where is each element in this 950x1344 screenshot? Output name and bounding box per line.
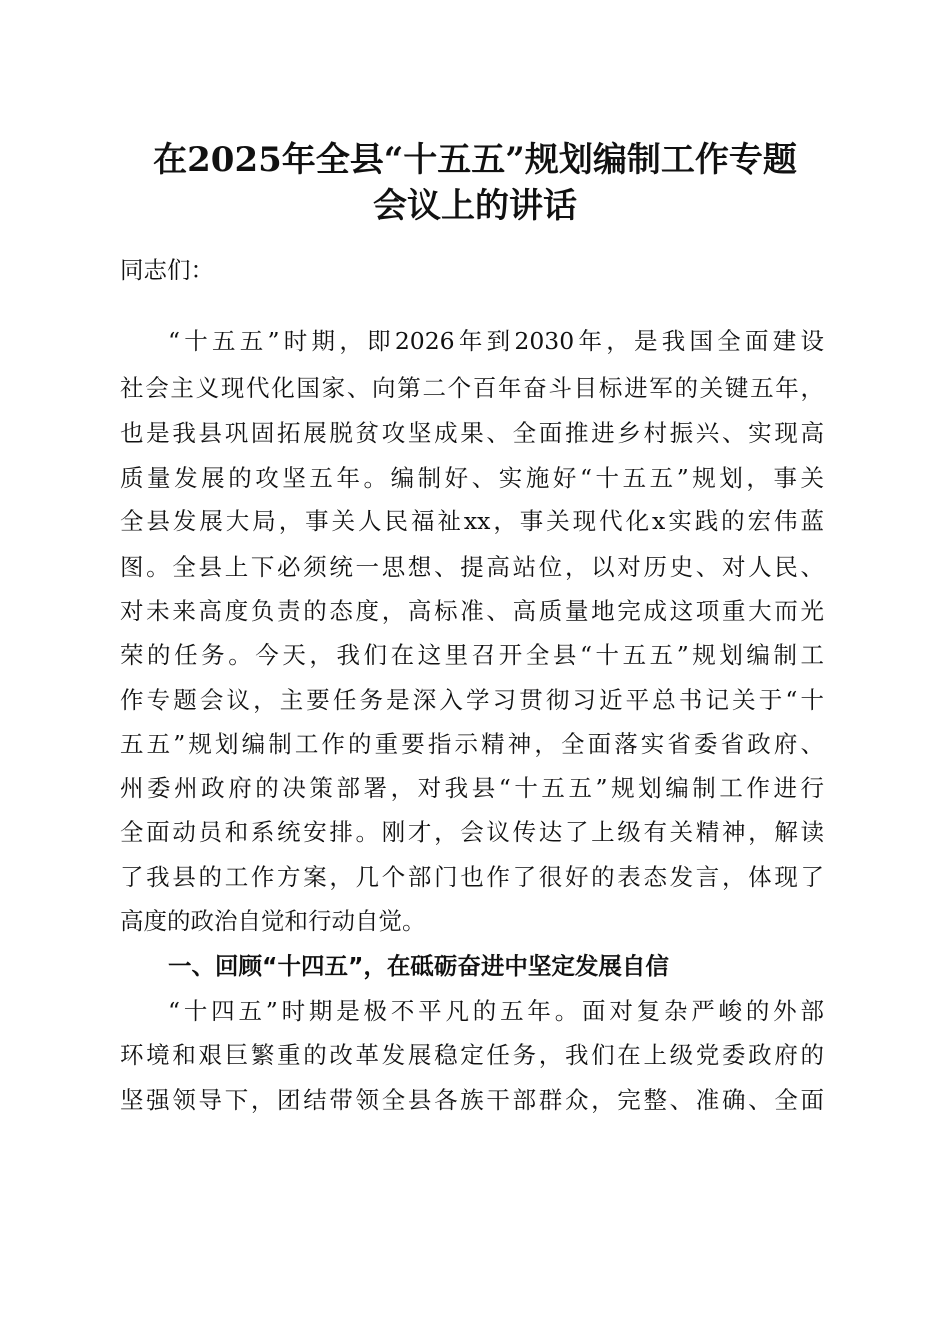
paragraph-1-line: 全县发展大局，事关人民福祉xx，事关现代化x实践的宏伟蓝 (120, 507, 824, 535)
section-heading-1: 一、回顾“十四五”，在砥砺奋进中坚定发展自信 (168, 952, 669, 980)
paragraph-1-line: 高度的政治自觉和行动自觉。 (120, 907, 426, 935)
paragraph-1-line: “十五五”时期，即2026年到2030年，是我国全面建设 (168, 327, 824, 355)
paragraph-1-line: 州委州政府的决策部署，对我县“十五五”规划编制工作进行 (120, 774, 824, 802)
paragraph-2-line: 坚强领导下，团结带领全县各族干部群众，完整、准确、全面 (120, 1086, 824, 1114)
paragraph-1-line: 荣的任务。今天，我们在这里召开全县“十五五”规划编制工 (120, 641, 824, 669)
document-title-line-2: 会议上的讲话 (373, 186, 577, 226)
paragraph-1-line: 对未来高度负责的态度，高标准、高质量地完成这项重大而光 (120, 597, 824, 625)
salutation: 同志们： (120, 256, 214, 284)
paragraph-1-line: 作专题会议，主要任务是深入学习贯彻习近平总书记关于“十 (120, 686, 824, 714)
paragraph-1-line: 图。全县上下必须统一思想、提高站位，以对历史、对人民、 (120, 553, 824, 581)
paragraph-2-line: “十四五”时期是极不平凡的五年。面对复杂严峻的外部 (168, 997, 824, 1025)
paragraph-1-line: 了我县的工作方案，几个部门也作了很好的表态发言，体现了 (120, 863, 824, 891)
document-title-line-1: 在2025年全县“十五五”规划编制工作专题 (153, 140, 797, 180)
paragraph-1-line: 全面动员和系统安排。刚才，会议传达了上级有关精神，解读 (120, 818, 824, 846)
paragraph-1-line: 也是我县巩固拓展脱贫攻坚成果、全面推进乡村振兴、实现高 (120, 419, 824, 447)
paragraph-1-line: 五五”规划编制工作的重要指示精神，全面落实省委省政府、 (120, 730, 824, 758)
paragraph-2-line: 环境和艰巨繁重的改革发展稳定任务，我们在上级党委政府的 (120, 1041, 824, 1069)
paragraph-1-line: 社会主义现代化国家、向第二个百年奋斗目标进军的关键五年， (120, 374, 824, 402)
paragraph-1-line: 质量发展的攻坚五年。编制好、实施好“十五五”规划，事关 (120, 464, 824, 492)
